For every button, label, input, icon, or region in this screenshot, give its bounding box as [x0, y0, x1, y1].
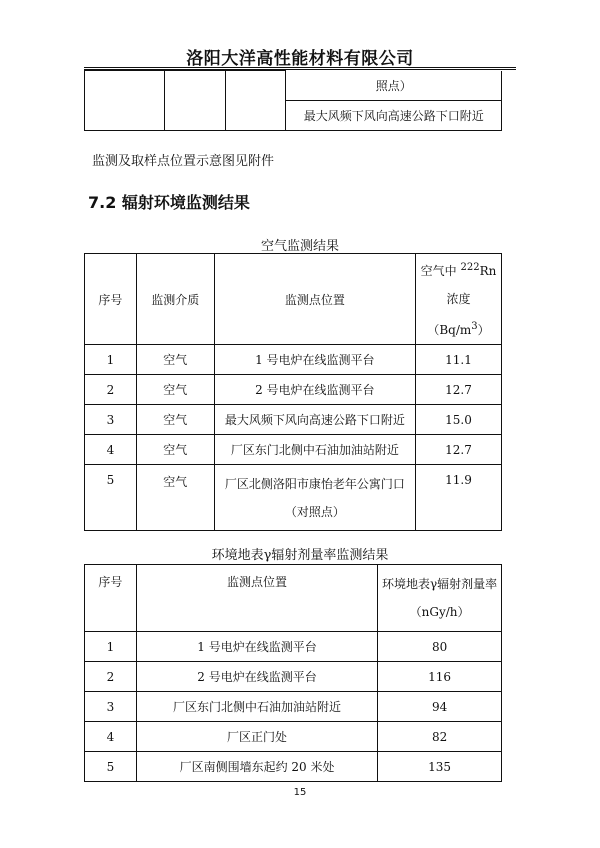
cell-value: 11.9 — [416, 465, 502, 531]
cell-medium: 空气 — [136, 405, 214, 435]
cell-no: 3 — [85, 692, 137, 722]
header-no: 序号 — [85, 565, 137, 632]
cell-medium: 空气 — [136, 465, 214, 531]
cell-value: 116 — [378, 662, 502, 692]
cell-location: 厂区东门北侧中石油加油站附近 — [136, 692, 377, 722]
header-rate — [378, 565, 502, 632]
company-header: 洛阳大洋高性能材料有限公司 — [186, 49, 414, 69]
cell-value: 12.7 — [416, 375, 502, 405]
cell-location: 1 号电炉在线监测平台 — [214, 345, 415, 375]
cell-location — [214, 465, 415, 531]
cell-no: 5 — [85, 465, 137, 531]
cell-value: 80 — [378, 632, 502, 662]
table-row — [85, 375, 502, 405]
cell-medium: 空气 — [136, 435, 214, 465]
attachment-note: 监测及取样点位置示意图见附件 — [92, 154, 275, 169]
table-row — [85, 405, 502, 435]
cell-location: 2 号电炉在线监测平台 — [136, 662, 377, 692]
continued-table — [84, 70, 502, 131]
cell-value: 94 — [378, 692, 502, 722]
table-row — [85, 465, 502, 531]
header-location: 监测点位置 — [136, 565, 377, 632]
cell-value: 12.7 — [416, 435, 502, 465]
cell-no: 3 — [85, 405, 137, 435]
header-no: 序号 — [85, 254, 137, 345]
gamma-dose-table — [84, 564, 502, 782]
unit-sup: 3 — [471, 321, 478, 332]
cell-value: 82 — [378, 722, 502, 752]
cell-no: 2 — [85, 662, 137, 692]
table-row — [85, 71, 502, 101]
cell-location: 厂区东门北侧中石油加油站附近 — [214, 435, 415, 465]
rate-unit: （nGy/h） — [409, 605, 470, 619]
table-row — [85, 722, 502, 752]
table-row — [85, 632, 502, 662]
cell-no: 5 — [85, 752, 137, 782]
table-row — [85, 752, 502, 782]
gamma-table-caption: 环境地表γ辐射剂量率监测结果 — [211, 548, 389, 563]
table-row — [85, 345, 502, 375]
conc-label-sup: 222 — [460, 262, 480, 273]
location-line-2: （对照点） — [284, 504, 345, 519]
table-header-row — [85, 254, 502, 345]
cell-value: 135 — [378, 752, 502, 782]
cell-no: 1 — [85, 345, 137, 375]
table-row — [85, 435, 502, 465]
cell-no: 4 — [85, 722, 137, 752]
cell-value: 15.0 — [416, 405, 502, 435]
cell-medium: 空气 — [136, 345, 214, 375]
unit-prefix: （Bq/m — [427, 323, 472, 337]
table-row — [85, 692, 502, 722]
unit-suffix: ） — [477, 323, 490, 337]
header-location: 监测点位置 — [214, 254, 415, 345]
header-medium: 监测介质 — [136, 254, 214, 345]
conc-label-prefix: 空气中 — [420, 264, 461, 278]
table-cell-empty — [164, 71, 225, 131]
rate-label: 环境地表γ辐射剂量率 — [381, 577, 498, 591]
cell-value: 11.1 — [416, 345, 502, 375]
table-cell: 最大风频下风向高速公路下口附近 — [286, 100, 502, 130]
table-cell-empty — [225, 71, 286, 131]
cell-location: 厂区南侧围墙东起约 20 米处 — [136, 752, 377, 782]
header-rule — [84, 67, 516, 68]
cell-location: 最大风频下风向高速公路下口附近 — [214, 405, 415, 435]
air-monitoring-table — [84, 253, 502, 531]
cell-no: 4 — [85, 435, 137, 465]
cell-no: 1 — [85, 632, 137, 662]
cell-no: 2 — [85, 375, 137, 405]
conc-label-suffix: Rn 浓度 — [446, 264, 497, 306]
table-cell: 照点） — [286, 71, 502, 101]
table-cell-empty — [85, 71, 165, 131]
header-concentration — [416, 254, 502, 345]
table-row — [85, 662, 502, 692]
location-line-1: 厂区北侧洛阳市康怡老年公寓门口 — [224, 476, 405, 491]
air-table-caption: 空气监测结果 — [260, 239, 339, 254]
cell-location: 2 号电炉在线监测平台 — [214, 375, 415, 405]
page-number: 15 — [293, 787, 307, 798]
cell-location: 1 号电炉在线监测平台 — [136, 632, 377, 662]
cell-medium: 空气 — [136, 375, 214, 405]
section-heading: 7.2 辐射环境监测结果 — [88, 193, 250, 212]
cell-location: 厂区正门处 — [136, 722, 377, 752]
table-header-row — [85, 565, 502, 632]
